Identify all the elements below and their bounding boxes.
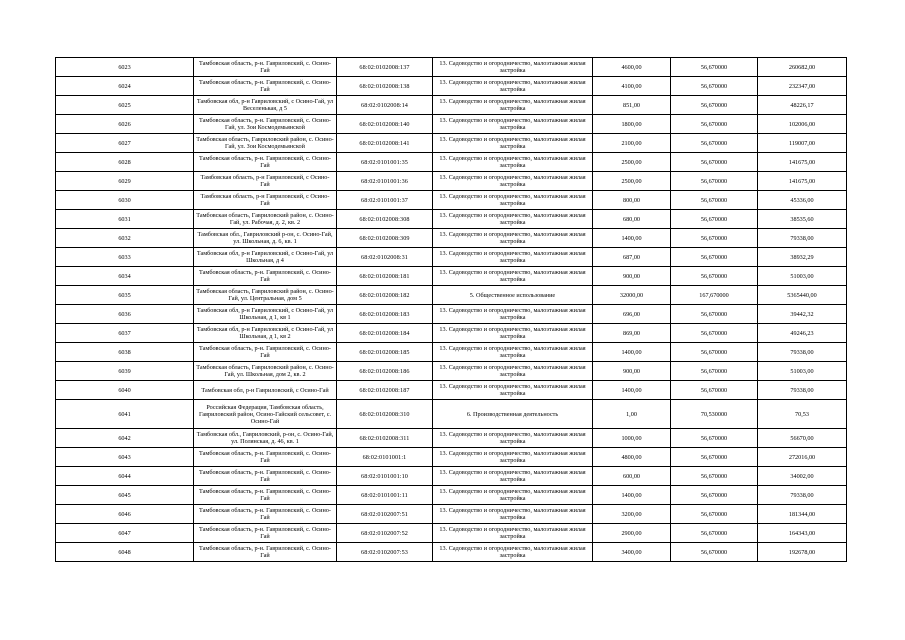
- cadastral-value-cell: 51003,00: [758, 267, 847, 286]
- cadastral-number-cell: 68:02:0101001:35: [337, 153, 433, 172]
- land-use-cell: 13. Садоводство и огородничество, малоэтажная жилая застройка: [433, 191, 593, 210]
- row-number-cell: 6030: [56, 191, 194, 210]
- address-cell: Тамбовская область, р-н. Гавриловский, с. Осино-Гай: [194, 343, 337, 362]
- address-cell: Тамбовская область, р-н. Гавриловский, с. Осино-Гай: [194, 486, 337, 505]
- cadastral-number-cell: 68:02:0101001:11: [337, 486, 433, 505]
- address-cell: Тамбовская обл, р-н Гавриловский, с Осино-Гай, ул Школьная, д 1, кв 2: [194, 324, 337, 343]
- area-cell: 2500,00: [593, 153, 671, 172]
- table-row: [56, 305, 847, 324]
- cadastral-value-cell: 5365440,00: [758, 286, 847, 305]
- row-number-cell: 6042: [56, 429, 194, 448]
- area-cell: 1400,00: [593, 486, 671, 505]
- specific-value-cell: 56,670000: [671, 543, 758, 562]
- cadastral-value-cell: 181344,00: [758, 505, 847, 524]
- table-row: [56, 229, 847, 248]
- specific-value-cell: 56,670000: [671, 77, 758, 96]
- table-row: [56, 486, 847, 505]
- cadastral-number-cell: 68:02:0102008:141: [337, 134, 433, 153]
- land-use-cell: 13. Садоводство и огородничество, малоэтажная жилая застройка: [433, 248, 593, 267]
- area-cell: 900,00: [593, 267, 671, 286]
- table-row: [56, 96, 847, 115]
- area-cell: 4600,00: [593, 58, 671, 77]
- row-number-cell: 6044: [56, 467, 194, 486]
- row-number-cell: 6026: [56, 115, 194, 134]
- table-row: [56, 362, 847, 381]
- specific-value-cell: 56,670000: [671, 524, 758, 543]
- table-row: [56, 248, 847, 267]
- cadastral-number-cell: 68:02:0101001:1: [337, 448, 433, 467]
- land-use-cell: 13. Садоводство и огородничество, малоэтажная жилая застройка: [433, 362, 593, 381]
- cadastral-number-cell: 68:02:0102008:184: [337, 324, 433, 343]
- land-use-cell: 13. Садоводство и огородничество, малоэтажная жилая застройка: [433, 96, 593, 115]
- cadastral-number-cell: 68:02:0102007:53: [337, 543, 433, 562]
- cadastral-value-cell: 192678,00: [758, 543, 847, 562]
- cadastral-value-cell: 39442,32: [758, 305, 847, 324]
- land-use-cell: 13. Садоводство и огородничество, малоэтажная жилая застройка: [433, 324, 593, 343]
- address-cell: Тамбовская область, Гавриловский район, с. Осино-Гай, ул. Школьная, дом 2, кв. 2: [194, 362, 337, 381]
- specific-value-cell: 56,670000: [671, 229, 758, 248]
- row-number-cell: 6040: [56, 381, 194, 400]
- address-cell: Тамбовская область, р-н. Гавриловский, с. Осино-Гай: [194, 467, 337, 486]
- land-use-cell: 6. Производственная деятельность: [433, 400, 593, 429]
- land-use-cell: 13. Садоводство и огородничество, малоэтажная жилая застройка: [433, 305, 593, 324]
- specific-value-cell: 167,670000: [671, 286, 758, 305]
- specific-value-cell: 56,670000: [671, 134, 758, 153]
- address-cell: Тамбовская область, р-н. Гавриловский, с. Осино-Гай, ул. Зои Космодемьянской: [194, 115, 337, 134]
- area-cell: 600,00: [593, 467, 671, 486]
- table-body: [56, 58, 847, 562]
- row-number-cell: 6045: [56, 486, 194, 505]
- specific-value-cell: 70,530000: [671, 400, 758, 429]
- table-row: [56, 134, 847, 153]
- area-cell: 1400,00: [593, 381, 671, 400]
- area-cell: 687,00: [593, 248, 671, 267]
- cadastral-number-cell: 68:02:0102008:187: [337, 381, 433, 400]
- land-use-cell: 13. Садоводство и огородничество, малоэтажная жилая застройка: [433, 58, 593, 77]
- cadastral-number-cell: 68:02:0102008:138: [337, 77, 433, 96]
- area-cell: 1000,00: [593, 429, 671, 448]
- cadastral-number-cell: 68:02:0102008:182: [337, 286, 433, 305]
- address-cell: Тамбовская обл., Гавриловский, р-он, с. Осино-Гай, ул. Полянская, д. 46, кв. 1: [194, 429, 337, 448]
- area-cell: 1400,00: [593, 343, 671, 362]
- cadastral-value-cell: 38932,29: [758, 248, 847, 267]
- cadastral-value-cell: 141675,00: [758, 153, 847, 172]
- cadastral-value-cell: 45336,00: [758, 191, 847, 210]
- address-cell: Тамбовская область, р-н. Гавриловский, с. Осино-Гай: [194, 524, 337, 543]
- area-cell: 4800,00: [593, 448, 671, 467]
- specific-value-cell: 56,670000: [671, 486, 758, 505]
- cadastral-value-cell: 79338,00: [758, 381, 847, 400]
- specific-value-cell: 56,670000: [671, 210, 758, 229]
- specific-value-cell: 56,670000: [671, 191, 758, 210]
- specific-value-cell: 56,670000: [671, 448, 758, 467]
- table-row: [56, 58, 847, 77]
- cadastral-value-cell: 79338,00: [758, 343, 847, 362]
- land-use-cell: 13. Садоводство и огородничество, малоэтажная жилая застройка: [433, 210, 593, 229]
- land-use-cell: 13. Садоводство и огородничество, малоэтажная жилая застройка: [433, 381, 593, 400]
- cadastral-value-cell: 49246,23: [758, 324, 847, 343]
- area-cell: 2100,00: [593, 134, 671, 153]
- cadastral-value-cell: 79338,00: [758, 229, 847, 248]
- table-row: [56, 381, 847, 400]
- cadastral-number-cell: 68:02:0102008:140: [337, 115, 433, 134]
- area-cell: 851,00: [593, 96, 671, 115]
- cadastral-value-cell: 272016,00: [758, 448, 847, 467]
- row-number-cell: 6039: [56, 362, 194, 381]
- area-cell: 3400,00: [593, 543, 671, 562]
- cadastral-number-cell: 68:02:0102007:52: [337, 524, 433, 543]
- specific-value-cell: 56,670000: [671, 248, 758, 267]
- row-number-cell: 6028: [56, 153, 194, 172]
- table-row: [56, 429, 847, 448]
- address-cell: Тамбовская область, Гавриловский район, с. Осино-Гай, ул. Центральная, дом 5: [194, 286, 337, 305]
- row-number-cell: 6036: [56, 305, 194, 324]
- area-cell: 696,00: [593, 305, 671, 324]
- specific-value-cell: 56,670000: [671, 305, 758, 324]
- row-number-cell: 6024: [56, 77, 194, 96]
- table-row: [56, 505, 847, 524]
- land-use-cell: 13. Садоводство и огородничество, малоэтажная жилая застройка: [433, 229, 593, 248]
- specific-value-cell: 56,670000: [671, 58, 758, 77]
- cadastral-value-cell: 34002,00: [758, 467, 847, 486]
- land-use-cell: 13. Садоводство и огородничество, малоэтажная жилая застройка: [433, 153, 593, 172]
- address-cell: Тамбовская обл, р-н Гавриловский, с Осино-Гай, ул Веселенькая, д 5: [194, 96, 337, 115]
- cadastral-number-cell: 68:02:0102008:183: [337, 305, 433, 324]
- cadastral-number-cell: 68:02:0102008:308: [337, 210, 433, 229]
- cadastral-value-cell: 141675,00: [758, 172, 847, 191]
- land-use-cell: 13. Садоводство и огородничество, малоэтажная жилая застройка: [433, 467, 593, 486]
- area-cell: 1800,00: [593, 115, 671, 134]
- land-use-cell: 13. Садоводство и огородничество, малоэтажная жилая застройка: [433, 524, 593, 543]
- cadastral-number-cell: 68:02:0101001:10: [337, 467, 433, 486]
- area-cell: 1400,00: [593, 229, 671, 248]
- table-row: [56, 153, 847, 172]
- cadastral-number-cell: 68:02:0102008:311: [337, 429, 433, 448]
- row-number-cell: 6027: [56, 134, 194, 153]
- row-number-cell: 6033: [56, 248, 194, 267]
- address-cell: Тамбовская область, р-н. Гавриловский, с. Осино-Гай: [194, 77, 337, 96]
- specific-value-cell: 56,670000: [671, 324, 758, 343]
- address-cell: Тамбовская область, р-н Гавриловский, с Осино-Гай: [194, 172, 337, 191]
- cadastral-number-cell: 68:02:0102008:310: [337, 400, 433, 429]
- row-number-cell: 6034: [56, 267, 194, 286]
- table-row: [56, 324, 847, 343]
- cadastral-value-cell: 260682,00: [758, 58, 847, 77]
- land-use-cell: 13. Садоводство и огородничество, малоэтажная жилая застройка: [433, 115, 593, 134]
- address-cell: Тамбовская область, р-н. Гавриловский, с. Осино-Гай: [194, 58, 337, 77]
- table-row: [56, 286, 847, 305]
- row-number-cell: 6046: [56, 505, 194, 524]
- land-use-cell: 13. Садоводство и огородничество, малоэтажная жилая застройка: [433, 134, 593, 153]
- address-cell: Тамбовская область, р-н. Гавриловский, с. Осино-Гай: [194, 153, 337, 172]
- cadastral-number-cell: 68:02:0102008:185: [337, 343, 433, 362]
- area-cell: 900,00: [593, 362, 671, 381]
- row-number-cell: 6047: [56, 524, 194, 543]
- cadastral-value-cell: 119007,00: [758, 134, 847, 153]
- land-use-cell: 13. Садоводство и огородничество, малоэтажная жилая застройка: [433, 486, 593, 505]
- specific-value-cell: 56,670000: [671, 429, 758, 448]
- cadastral-value-cell: 56670,00: [758, 429, 847, 448]
- cadastral-value-cell: 102006,00: [758, 115, 847, 134]
- cadastral-value-cell: 79338,00: [758, 486, 847, 505]
- land-use-cell: 13. Садоводство и огородничество, малоэтажная жилая застройка: [433, 172, 593, 191]
- cadastral-value-cell: 232347,00: [758, 77, 847, 96]
- table-row: [56, 467, 847, 486]
- table-row: [56, 191, 847, 210]
- specific-value-cell: 56,670000: [671, 343, 758, 362]
- cadastral-value-cell: 48226,17: [758, 96, 847, 115]
- area-cell: 2500,00: [593, 172, 671, 191]
- land-use-cell: 13. Садоводство и огородничество, малоэтажная жилая застройка: [433, 448, 593, 467]
- table-row: [56, 400, 847, 429]
- specific-value-cell: 56,670000: [671, 115, 758, 134]
- row-number-cell: 6032: [56, 229, 194, 248]
- area-cell: 869,00: [593, 324, 671, 343]
- area-cell: 800,00: [593, 191, 671, 210]
- row-number-cell: 6037: [56, 324, 194, 343]
- row-number-cell: 6035: [56, 286, 194, 305]
- address-cell: Тамбовская обл, р-н Гавриловский, с Осино-Гай, ул Школьная, д 1, кв 1: [194, 305, 337, 324]
- specific-value-cell: 56,670000: [671, 96, 758, 115]
- table-row: [56, 267, 847, 286]
- area-cell: 1,00: [593, 400, 671, 429]
- cadastral-number-cell: 68:02:0102008:14: [337, 96, 433, 115]
- row-number-cell: 6043: [56, 448, 194, 467]
- address-cell: Тамбовская область, р-н. Гавриловский, с. Осино-Гай: [194, 505, 337, 524]
- address-cell: Тамбовская область, Гавриловский район, с. Осино-Гай, ул. Рабочая, д. 2, кв. 2: [194, 210, 337, 229]
- cadastral-value-cell: 38535,60: [758, 210, 847, 229]
- cadastral-number-cell: 68:02:0101001:36: [337, 172, 433, 191]
- cadastral-value-cell: 164343,00: [758, 524, 847, 543]
- specific-value-cell: 56,670000: [671, 172, 758, 191]
- land-use-cell: 13. Садоводство и огородничество, малоэтажная жилая застройка: [433, 505, 593, 524]
- land-use-cell: 13. Садоводство и огородничество, малоэтажная жилая застройка: [433, 543, 593, 562]
- specific-value-cell: 56,670000: [671, 153, 758, 172]
- address-cell: Тамбовская область, Гавриловский район, с. Осино-Гай, ул. Зои Космодемьянской: [194, 134, 337, 153]
- address-cell: Российская Федерация, Тамбовская область, Гавриловский район, Осино-Гайский сельсовет, с. Осино-Гай: [194, 400, 337, 429]
- land-use-cell: 5. Общественное использование: [433, 286, 593, 305]
- table-row: [56, 210, 847, 229]
- row-number-cell: 6031: [56, 210, 194, 229]
- cadastral-number-cell: 68:02:0102008:309: [337, 229, 433, 248]
- land-cadastral-table: [55, 57, 847, 562]
- table-row: [56, 543, 847, 562]
- address-cell: Тамбовская обл., Гавриловский р-он, с. Осино-Гай, ул. Школьная, д. 6, кв. 1: [194, 229, 337, 248]
- table-row: [56, 343, 847, 362]
- specific-value-cell: 56,670000: [671, 362, 758, 381]
- specific-value-cell: 56,670000: [671, 505, 758, 524]
- area-cell: 2900,00: [593, 524, 671, 543]
- table-row: [56, 448, 847, 467]
- address-cell: Тамбовская обл, р-н Гавриловский, с Осино-Гай: [194, 381, 337, 400]
- cadastral-number-cell: 68:02:0102008:186: [337, 362, 433, 381]
- table-row: [56, 115, 847, 134]
- cadastral-number-cell: 68:02:0102007:51: [337, 505, 433, 524]
- land-use-cell: 13. Садоводство и огородничество, малоэтажная жилая застройка: [433, 429, 593, 448]
- address-cell: Тамбовская область, р-н. Гавриловский, с. Осино-Гай: [194, 543, 337, 562]
- land-use-cell: 13. Садоводство и огородничество, малоэтажная жилая застройка: [433, 77, 593, 96]
- address-cell: Тамбовская область, р-н. Гавриловский, с. Осино-Гай: [194, 448, 337, 467]
- land-use-cell: 13. Садоводство и огородничество, малоэтажная жилая застройка: [433, 267, 593, 286]
- cadastral-number-cell: 68:02:0102008:31: [337, 248, 433, 267]
- row-number-cell: 6048: [56, 543, 194, 562]
- cadastral-number-cell: 68:02:0102008:181: [337, 267, 433, 286]
- area-cell: 3200,00: [593, 505, 671, 524]
- area-cell: 4100,00: [593, 77, 671, 96]
- row-number-cell: 6038: [56, 343, 194, 362]
- cadastral-value-cell: 70,53: [758, 400, 847, 429]
- row-number-cell: 6041: [56, 400, 194, 429]
- table-row: [56, 524, 847, 543]
- area-cell: 32000,00: [593, 286, 671, 305]
- address-cell: Тамбовская область, р-н Гавриловский, с Осино-Гай: [194, 191, 337, 210]
- specific-value-cell: 56,670000: [671, 381, 758, 400]
- table-row: [56, 77, 847, 96]
- row-number-cell: 6023: [56, 58, 194, 77]
- row-number-cell: 6025: [56, 96, 194, 115]
- specific-value-cell: 56,670000: [671, 467, 758, 486]
- address-cell: Тамбовская область, р-н. Гавриловский, с. Осино-Гай: [194, 267, 337, 286]
- specific-value-cell: 56,670000: [671, 267, 758, 286]
- row-number-cell: 6029: [56, 172, 194, 191]
- land-use-cell: 13. Садоводство и огородничество, малоэтажная жилая застройка: [433, 343, 593, 362]
- table-row: [56, 172, 847, 191]
- cadastral-number-cell: 68:02:0102008:137: [337, 58, 433, 77]
- area-cell: 680,00: [593, 210, 671, 229]
- address-cell: Тамбовская обл, р-н Гавриловский, с Осино-Гай, ул Школьная, д 4: [194, 248, 337, 267]
- cadastral-number-cell: 68:02:0101001:37: [337, 191, 433, 210]
- cadastral-value-cell: 51003,00: [758, 362, 847, 381]
